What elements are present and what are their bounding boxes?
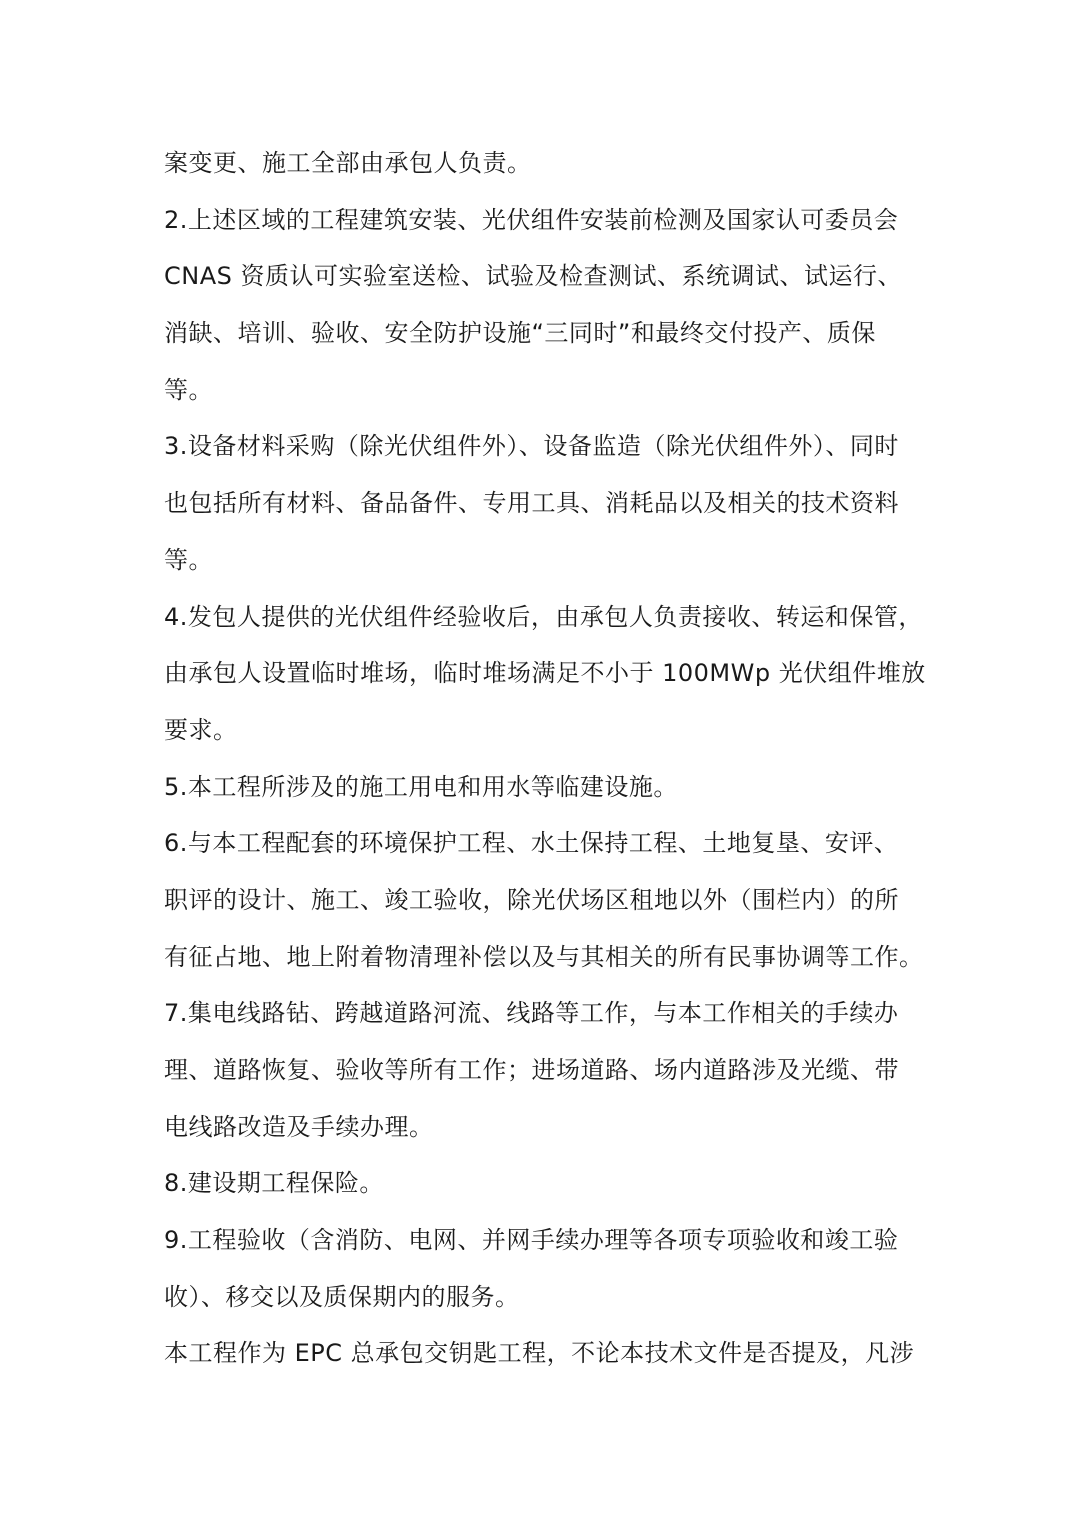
text-line: 4.发包人提供的光伏组件经验收后，由承包人负责接收、转运和保管， [164,602,923,631]
text-line: 8.建设期工程保险。 [164,1169,384,1198]
text-line: 本工程作为 EPC 总承包交钥匙工程，不论本技术文件是否提及，凡涉 [164,1339,915,1368]
document-body [164,135,924,1382]
text-line: 也包括所有材料、备品备件、专用工具、消耗品以及相关的技术资料 [164,489,899,518]
text-line: CNAS 资质认可实验室送检、试验及检查测试、系统调试、试运行、 [164,262,902,291]
text-line: 案变更、施工全部由承包人负责。 [164,149,532,177]
text-line: 6.与本工程配套的环境保护工程、水土保持工程、土地复垦、安评、 [164,829,899,858]
text-line: 3.设备材料采购（除光伏组件外）、设备监造（除光伏组件外）、同时 [164,432,899,461]
text-line: 9.工程验收（含消防、电网、并网手续办理等各项专项验收和竣工验 [164,1226,899,1255]
text-line: 等。 [164,545,213,574]
text-line: 2.上述区域的工程建筑安装、光伏组件安装前检测及国家认可委员会 [164,205,899,234]
text-line: 由承包人设置临时堆场，临时堆场满足不小于 100MWp 光伏组件堆放 [164,659,926,688]
text-line: 电线路改造及手续办理。 [164,1112,434,1141]
text-line: 要求。 [164,715,238,744]
text-line: 等。 [164,375,213,404]
text-line: 7.集电线路钻、跨越道路河流、线路等工作，与本工作相关的手续办 [164,999,899,1028]
text-line: 收）、移交以及质保期内的服务。 [164,1282,520,1311]
text-line: 理、道路恢复、验收等所有工作；进场道路、场内道路涉及光缆、带 [164,1056,899,1084]
text-line: 消缺、培训、验收、安全防护设施“三同时”和最终交付投产、质保 [164,319,876,348]
text-line: 有征占地、地上附着物清理补偿以及与其相关的所有民事协调等工作。 [164,942,924,971]
text-line: 5.本工程所涉及的施工用电和用水等临建设施。 [164,772,678,801]
text-line: 职评的设计、施工、竣工验收，除光伏场区租地以外（围栏内）的所 [164,885,899,914]
